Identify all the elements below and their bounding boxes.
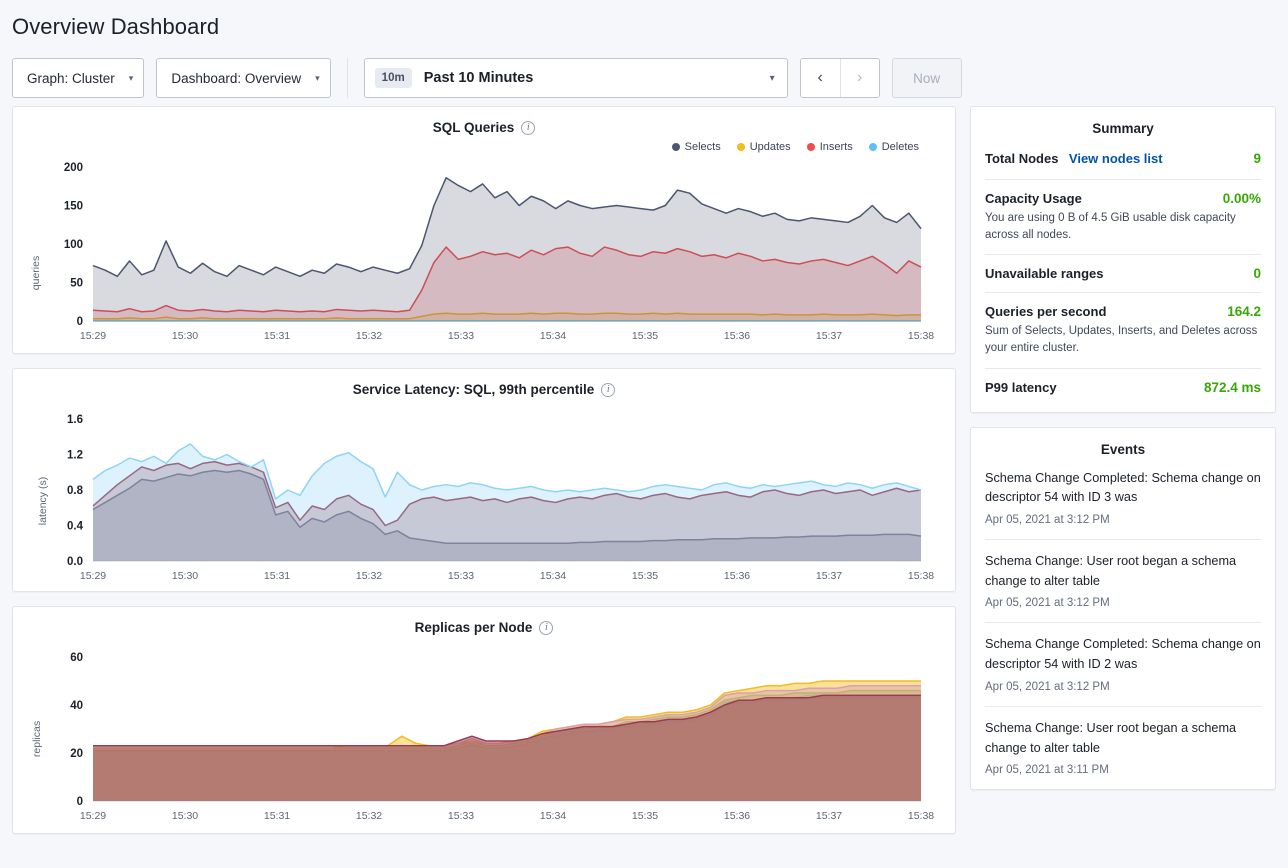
summary-label: Capacity Usage [985, 191, 1082, 206]
svg-text:15:31: 15:31 [263, 810, 291, 822]
summary-panel [970, 106, 1276, 413]
event-timestamp: Apr 05, 2021 at 3:12 PM [985, 514, 1110, 527]
list-item[interactable] [985, 467, 1261, 539]
summary-title: Summary [1092, 121, 1154, 136]
summary-description: Sum of Selects, Updates, Inserts, and Deletes across your entire cluster. [985, 325, 1258, 355]
svg-text:15:37: 15:37 [815, 810, 843, 822]
events-body [971, 467, 1275, 790]
events-panel [970, 427, 1276, 791]
svg-text:15:29: 15:29 [79, 330, 107, 342]
sql-queries-plot-wrap [13, 153, 955, 353]
chevron-down-icon: ▾ [769, 72, 775, 84]
sql-queries-card [12, 106, 956, 354]
dashboard-select-label: Dashboard: Overview [171, 70, 302, 86]
replicas-y-axis-label: replicas [31, 720, 44, 758]
prev-time-button[interactable]: ‹ [801, 59, 840, 97]
svg-text:15:34: 15:34 [539, 330, 567, 342]
svg-text:1.6: 1.6 [67, 414, 83, 426]
list-item[interactable] [985, 622, 1261, 705]
dashboard-select[interactable] [156, 58, 330, 98]
svg-text:15:32: 15:32 [355, 330, 383, 342]
info-icon[interactable]: i [521, 121, 535, 135]
svg-text:60: 60 [70, 652, 83, 664]
dashboard-content [0, 106, 1288, 848]
legend-item-deletes[interactable] [869, 141, 919, 153]
events-title: Events [1100, 441, 1146, 457]
svg-text:15:32: 15:32 [355, 570, 383, 582]
svg-text:15:36: 15:36 [723, 330, 751, 342]
svg-text:15:38: 15:38 [907, 570, 935, 582]
event-timestamp: Apr 05, 2021 at 3:12 PM [985, 597, 1110, 610]
summary-description: You are using 0 B of 4.5 GiB usable disk capacity across all nodes. [985, 212, 1236, 241]
event-timestamp: Apr 05, 2021 at 3:11 PM [985, 764, 1109, 777]
svg-text:20: 20 [70, 748, 83, 760]
svg-text:15:38: 15:38 [907, 810, 935, 822]
legend-label: Updates [749, 141, 791, 153]
summary-value: 0 [1253, 266, 1261, 282]
legend-color-swatch [869, 143, 877, 151]
svg-text:15:33: 15:33 [447, 570, 475, 582]
summary-label: Queries per second [985, 304, 1107, 320]
svg-text:15:29: 15:29 [79, 810, 107, 822]
replicas-per-node-plot[interactable] [13, 643, 955, 833]
event-text: Schema Change: User root began a schema change to alter table [985, 554, 1237, 588]
svg-text:15:31: 15:31 [263, 570, 291, 582]
legend-item-selects[interactable] [672, 141, 721, 153]
svg-text:150: 150 [63, 200, 83, 213]
summary-item-queries-per-second [985, 293, 1261, 368]
event-text: Schema Change: User root began a schema change to alter table [985, 720, 1237, 755]
time-range-pill: 10m [375, 68, 412, 88]
svg-text:15:36: 15:36 [723, 570, 751, 582]
charts-column [12, 106, 956, 848]
event-text: Schema Change Completed: Schema change on descriptor 54 with ID 3 was [985, 470, 1261, 505]
svg-text:15:30: 15:30 [171, 810, 199, 822]
legend-color-swatch [737, 143, 745, 151]
replicas-per-node-card [12, 606, 956, 834]
info-icon[interactable]: i [601, 383, 615, 397]
svg-text:15:31: 15:31 [263, 330, 291, 342]
legend-item-inserts[interactable] [807, 141, 853, 153]
legend-item-updates[interactable] [737, 141, 791, 153]
svg-text:200: 200 [63, 162, 83, 174]
svg-text:0.0: 0.0 [67, 556, 83, 568]
svg-text:15:37: 15:37 [815, 570, 843, 582]
chart-title-text: Service Latency: SQL, 99th percentile [352, 382, 595, 397]
svg-text:0: 0 [76, 316, 83, 328]
summary-value: 872.4 ms [1203, 379, 1261, 395]
svg-text:15:37: 15:37 [815, 330, 843, 342]
time-nav-group [800, 58, 880, 98]
page-title: Overview Dashboard [12, 14, 220, 39]
svg-text:15:35: 15:35 [631, 570, 659, 582]
svg-text:50: 50 [70, 277, 83, 290]
summary-value: 9 [1253, 151, 1261, 166]
chevron-down-icon: ▾ [128, 72, 134, 83]
list-item[interactable] [985, 539, 1261, 622]
svg-text:15:35: 15:35 [631, 330, 659, 342]
service-latency-plot[interactable] [13, 405, 955, 591]
summary-item-unavailable-ranges [985, 255, 1261, 293]
chevron-down-icon: ▾ [315, 72, 320, 83]
svg-text:15:32: 15:32 [355, 810, 383, 822]
summary-item-p99-latency [985, 369, 1261, 406]
summary-value: 0.00% [1222, 191, 1261, 206]
toolbar-divider [347, 58, 348, 98]
next-time-button[interactable]: › [840, 59, 879, 97]
sql-queries-y-axis-label: queries [30, 255, 43, 291]
svg-text:15:30: 15:30 [171, 330, 199, 342]
chart-title-text: SQL Queries [432, 120, 515, 135]
graph-select[interactable] [12, 58, 144, 98]
svg-text:100: 100 [63, 239, 83, 251]
view-nodes-list-link[interactable]: View nodes list [1068, 151, 1163, 166]
svg-text:0: 0 [76, 796, 83, 808]
event-text: Schema Change Completed: Schema change on descriptor 54 with ID 2 was [985, 637, 1261, 672]
sql-queries-title [13, 107, 955, 135]
svg-text:15:29: 15:29 [79, 570, 107, 582]
svg-text:15:33: 15:33 [447, 810, 475, 822]
sidebar-column [970, 106, 1276, 804]
svg-text:15:35: 15:35 [631, 810, 659, 822]
legend-label: Inserts [819, 141, 853, 153]
now-button[interactable]: Now [892, 58, 962, 98]
summary-item-capacity-usage [985, 180, 1261, 255]
svg-text:15:34: 15:34 [539, 570, 567, 582]
replicas-per-node-title [13, 607, 955, 635]
service-latency-card [12, 368, 956, 592]
toolbar [0, 50, 1288, 106]
service-latency-plot-wrap [13, 405, 955, 591]
svg-text:0.4: 0.4 [67, 520, 83, 533]
svg-text:15:36: 15:36 [723, 810, 751, 822]
info-icon[interactable]: i [539, 621, 553, 635]
svg-text:40: 40 [70, 700, 83, 712]
legend-label: Selects [684, 141, 721, 153]
replicas-plot-wrap [13, 643, 955, 833]
summary-label: Unavailable ranges [985, 266, 1104, 282]
svg-text:1.2: 1.2 [67, 449, 83, 462]
summary-value: 164.2 [1227, 304, 1261, 320]
svg-text:15:38: 15:38 [907, 330, 935, 342]
svg-text:0.8: 0.8 [67, 485, 83, 497]
sql-queries-legend [13, 135, 955, 153]
summary-item-total-nodes [985, 146, 1261, 180]
legend-color-swatch [807, 143, 815, 151]
summary-label-group [985, 150, 1163, 168]
graph-select-label: Graph: Cluster [27, 70, 115, 86]
summary-body [971, 146, 1275, 412]
legend-label: Deletes [881, 141, 919, 153]
summary-label: P99 latency [985, 379, 1057, 395]
summary-label: Total Nodes [985, 151, 1059, 166]
chart-title-text: Replicas per Node [414, 620, 533, 635]
event-timestamp: Apr 05, 2021 at 3:12 PM [985, 680, 1110, 693]
list-item[interactable] [985, 706, 1261, 789]
svg-text:15:30: 15:30 [171, 570, 199, 582]
time-range-picker[interactable] [364, 58, 788, 98]
service-latency-title [13, 369, 955, 397]
service-latency-y-axis-label: latency (s) [37, 476, 50, 526]
sql-queries-plot[interactable] [13, 153, 955, 353]
time-range-label: Past 10 Minutes [423, 70, 534, 86]
svg-text:15:33: 15:33 [447, 330, 475, 342]
legend-color-swatch [672, 143, 680, 151]
svg-text:15:34: 15:34 [539, 810, 567, 822]
